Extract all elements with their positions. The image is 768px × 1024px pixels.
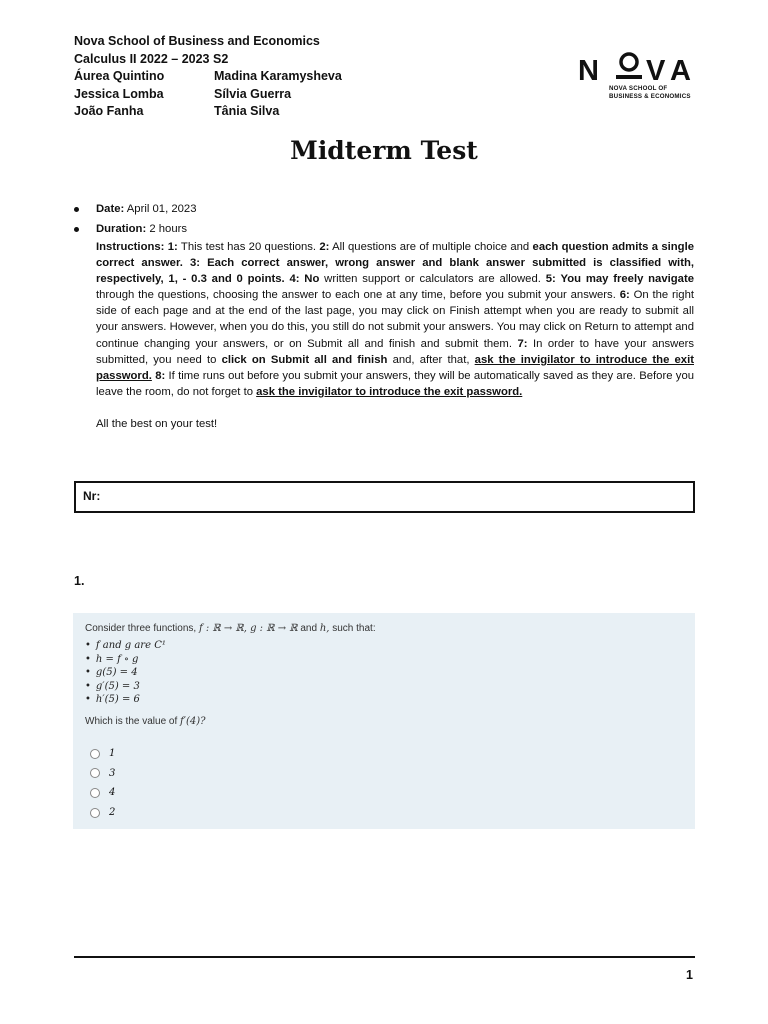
question-number: 1.	[74, 574, 85, 588]
nova-logo-mark	[578, 52, 698, 84]
radio-button[interactable]	[90, 808, 100, 818]
instruction-underlined: ask the invigilator to introduce the exit password.	[96, 353, 694, 382]
function-definitions: f : ℝ → ℝ, g : ℝ → ℝ	[198, 623, 298, 634]
instruction-text: All questions are of multiple choice and	[332, 241, 530, 253]
author-name: Sílvia Guerra	[214, 86, 292, 101]
answer-options	[90, 744, 115, 822]
instruction-text: If time runs out before you submit your answers, they will be automatically saved as they are. Before you leave the room, do not forget to	[96, 369, 695, 398]
date-label: Date:	[96, 203, 125, 215]
option-label: 2	[109, 807, 116, 819]
radio-button[interactable]	[90, 749, 100, 759]
condition-item: • g′(5) = 3	[85, 680, 166, 694]
instruction-bold: You may freely navigate	[560, 273, 694, 286]
closing-wish: All the best on your test!	[96, 417, 218, 430]
instructions-label: Instructions:	[96, 241, 165, 253]
logo-o-circle	[621, 54, 637, 70]
author-row	[74, 68, 354, 86]
condition-item: • h = f ∘ g	[85, 653, 166, 667]
logo-o-bar	[616, 75, 642, 79]
instruction-number: 1:	[167, 241, 178, 253]
instruction-text: through the questions, choosing the answer to each one at any time, before you submit your answers.	[96, 289, 616, 302]
question-connector: such that:	[332, 623, 376, 634]
duration-label: Duration:	[96, 223, 147, 235]
footer-divider	[74, 956, 695, 958]
instruction-text: and, after that,	[392, 353, 470, 366]
instruction-text: In order to have your answers submitted, you need to	[96, 337, 695, 366]
option-label: 1	[109, 748, 116, 760]
student-number-label: Nr:	[83, 489, 101, 503]
function-h: h,	[319, 623, 330, 634]
date-row	[74, 199, 694, 219]
instruction-bold: Each correct answer, wrong answer and blank answer submitted is classified with, respectively, 1, - 0.3 and 0 points.	[96, 257, 695, 286]
school-name: Nova School of Business and Economics	[74, 34, 320, 48]
instruction-number: 8:	[155, 369, 166, 382]
condition-item: • g(5) = 4	[85, 666, 166, 680]
nova-logo	[578, 52, 698, 104]
question-card	[73, 613, 695, 829]
instruction-text: written support or calculators are allowed.	[324, 273, 541, 286]
question-prompt-text: Which is the value of	[85, 716, 178, 727]
question-intro-text: Consider three functions,	[85, 623, 197, 634]
answer-option[interactable]	[90, 803, 115, 823]
bullet-icon	[74, 207, 79, 212]
instruction-text: This test has 20 questions.	[180, 241, 317, 253]
author-row	[74, 86, 354, 104]
question-prompt-expr: f′(4)?	[180, 716, 206, 727]
logo-subtitle	[609, 85, 691, 100]
instruction-bold: click on Submit all and finish	[221, 353, 388, 366]
answer-option[interactable]	[90, 783, 115, 803]
date-value: April 01, 2023	[126, 203, 197, 215]
question-connector: and	[300, 623, 318, 634]
author-name: Madina Karamysheva	[214, 69, 342, 83]
student-number-field[interactable]	[74, 481, 695, 513]
instruction-number: 6:	[619, 289, 630, 302]
instruction-number: 2:	[319, 241, 330, 253]
course-name: Calculus II 2022 – 2023 S2	[74, 51, 229, 66]
duration-row	[74, 219, 694, 239]
bullet-icon	[74, 227, 79, 232]
logo-letter-n: N	[578, 55, 599, 84]
test-info	[74, 199, 694, 432]
instruction-number: 7:	[517, 337, 528, 350]
question-intro	[85, 622, 376, 636]
radio-button[interactable]	[90, 768, 100, 778]
author-row	[74, 103, 354, 121]
instruction-bold: each question admits a single correct answer.	[96, 241, 694, 270]
instructions	[74, 239, 694, 400]
answer-option[interactable]	[90, 764, 115, 784]
instruction-underlined: ask the invigilator to introduce the exit password.	[256, 385, 523, 398]
question-prompt	[85, 716, 206, 727]
condition-item: • h′(5) = 6	[85, 693, 166, 707]
author-name: Tânia Silva	[214, 104, 280, 118]
logo-subtitle-line: NOVA SCHOOL OF	[609, 85, 668, 92]
author-name: Jessica Lomba	[74, 86, 164, 101]
instruction-number: 4:	[289, 273, 300, 286]
answer-option[interactable]	[90, 744, 115, 764]
condition-list	[85, 639, 166, 707]
option-label: 4	[109, 787, 116, 799]
author-name: Áurea Quintino	[74, 69, 165, 83]
document-header	[74, 33, 354, 121]
logo-letter-v: V	[646, 55, 666, 84]
condition-item: • f and g are C¹	[85, 639, 166, 653]
instruction-bold: No	[304, 273, 320, 286]
author-name: João Fanha	[74, 104, 144, 118]
instruction-text: On the right side of each page and at the end of the last page, you may click on Finish attempt when you are ready to submit all your answers. However, when you do this, you still do not submit your answers. You may click on Return to attempt and continue changing your answers, or on Submit all and finish and submit them.	[96, 289, 695, 350]
option-label: 3	[109, 767, 116, 779]
logo-letter-a: A	[670, 55, 691, 84]
duration-value: 2 hours	[149, 223, 188, 235]
instruction-number: 3:	[189, 257, 201, 270]
logo-subtitle-line: BUSINESS & ECONOMICS	[609, 92, 691, 100]
instruction-number: 5:	[545, 273, 556, 286]
page-number: 1	[686, 968, 693, 982]
radio-button[interactable]	[90, 788, 100, 798]
page-title: Midterm Test	[290, 136, 478, 165]
